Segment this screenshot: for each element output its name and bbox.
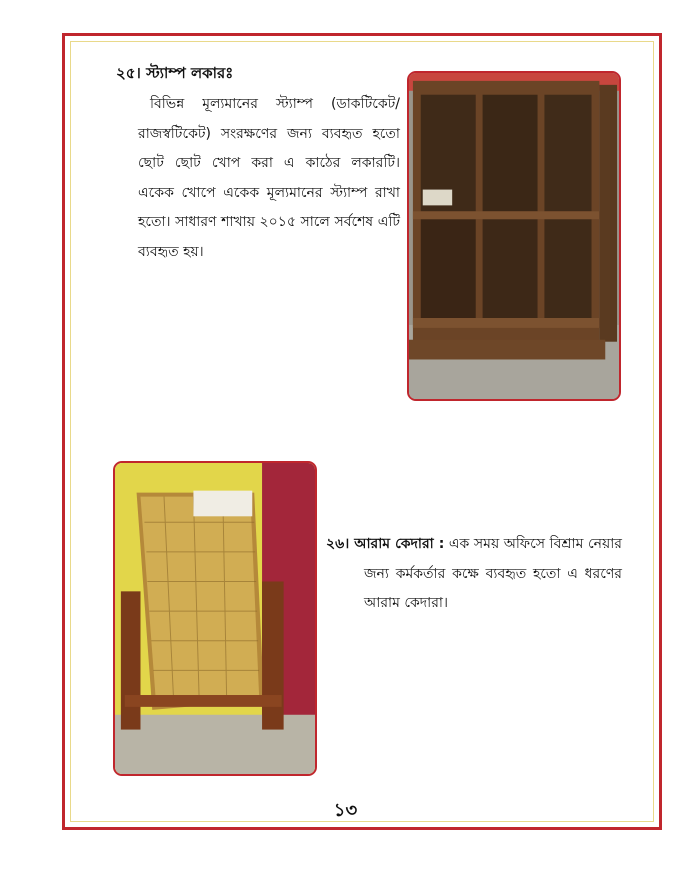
item-26-description bbox=[326, 530, 622, 619]
item-26-heading: ২৬। আরাম কেদারা : bbox=[326, 536, 445, 552]
easy-chair-photo bbox=[113, 461, 317, 776]
stamp-locker-photo bbox=[407, 71, 621, 401]
item-25-heading: ২৫। স্ট্যাম্প লকারঃ bbox=[116, 64, 234, 82]
item-25-description: বিভিন্ন মূল্যমানের স্ট্যাম্প (ডাকটিকেট/রাজস্বটিকেট) সংরক্ষণের জন্য ব্যবহৃত হতো ছোট ছোট খোপ করা এ কাঠের লকারটি। একেক খোপে একেক মূল্যমানের স্ট্যাম্প রাখা হতো। সাধারণ শাখায় ২০১৫ সালে সর্বশেষ এটি ব্যবহৃত হয়। bbox=[138, 96, 400, 260]
page-number: ১৩ bbox=[333, 800, 358, 821]
item-26-text: এক সময় অফিসে বিশ্রাম নেয়ার জন্য কর্মকর্তার কক্ষে ব্যবহৃত হতো এ ধরণের আরাম কেদারা। bbox=[364, 536, 622, 611]
